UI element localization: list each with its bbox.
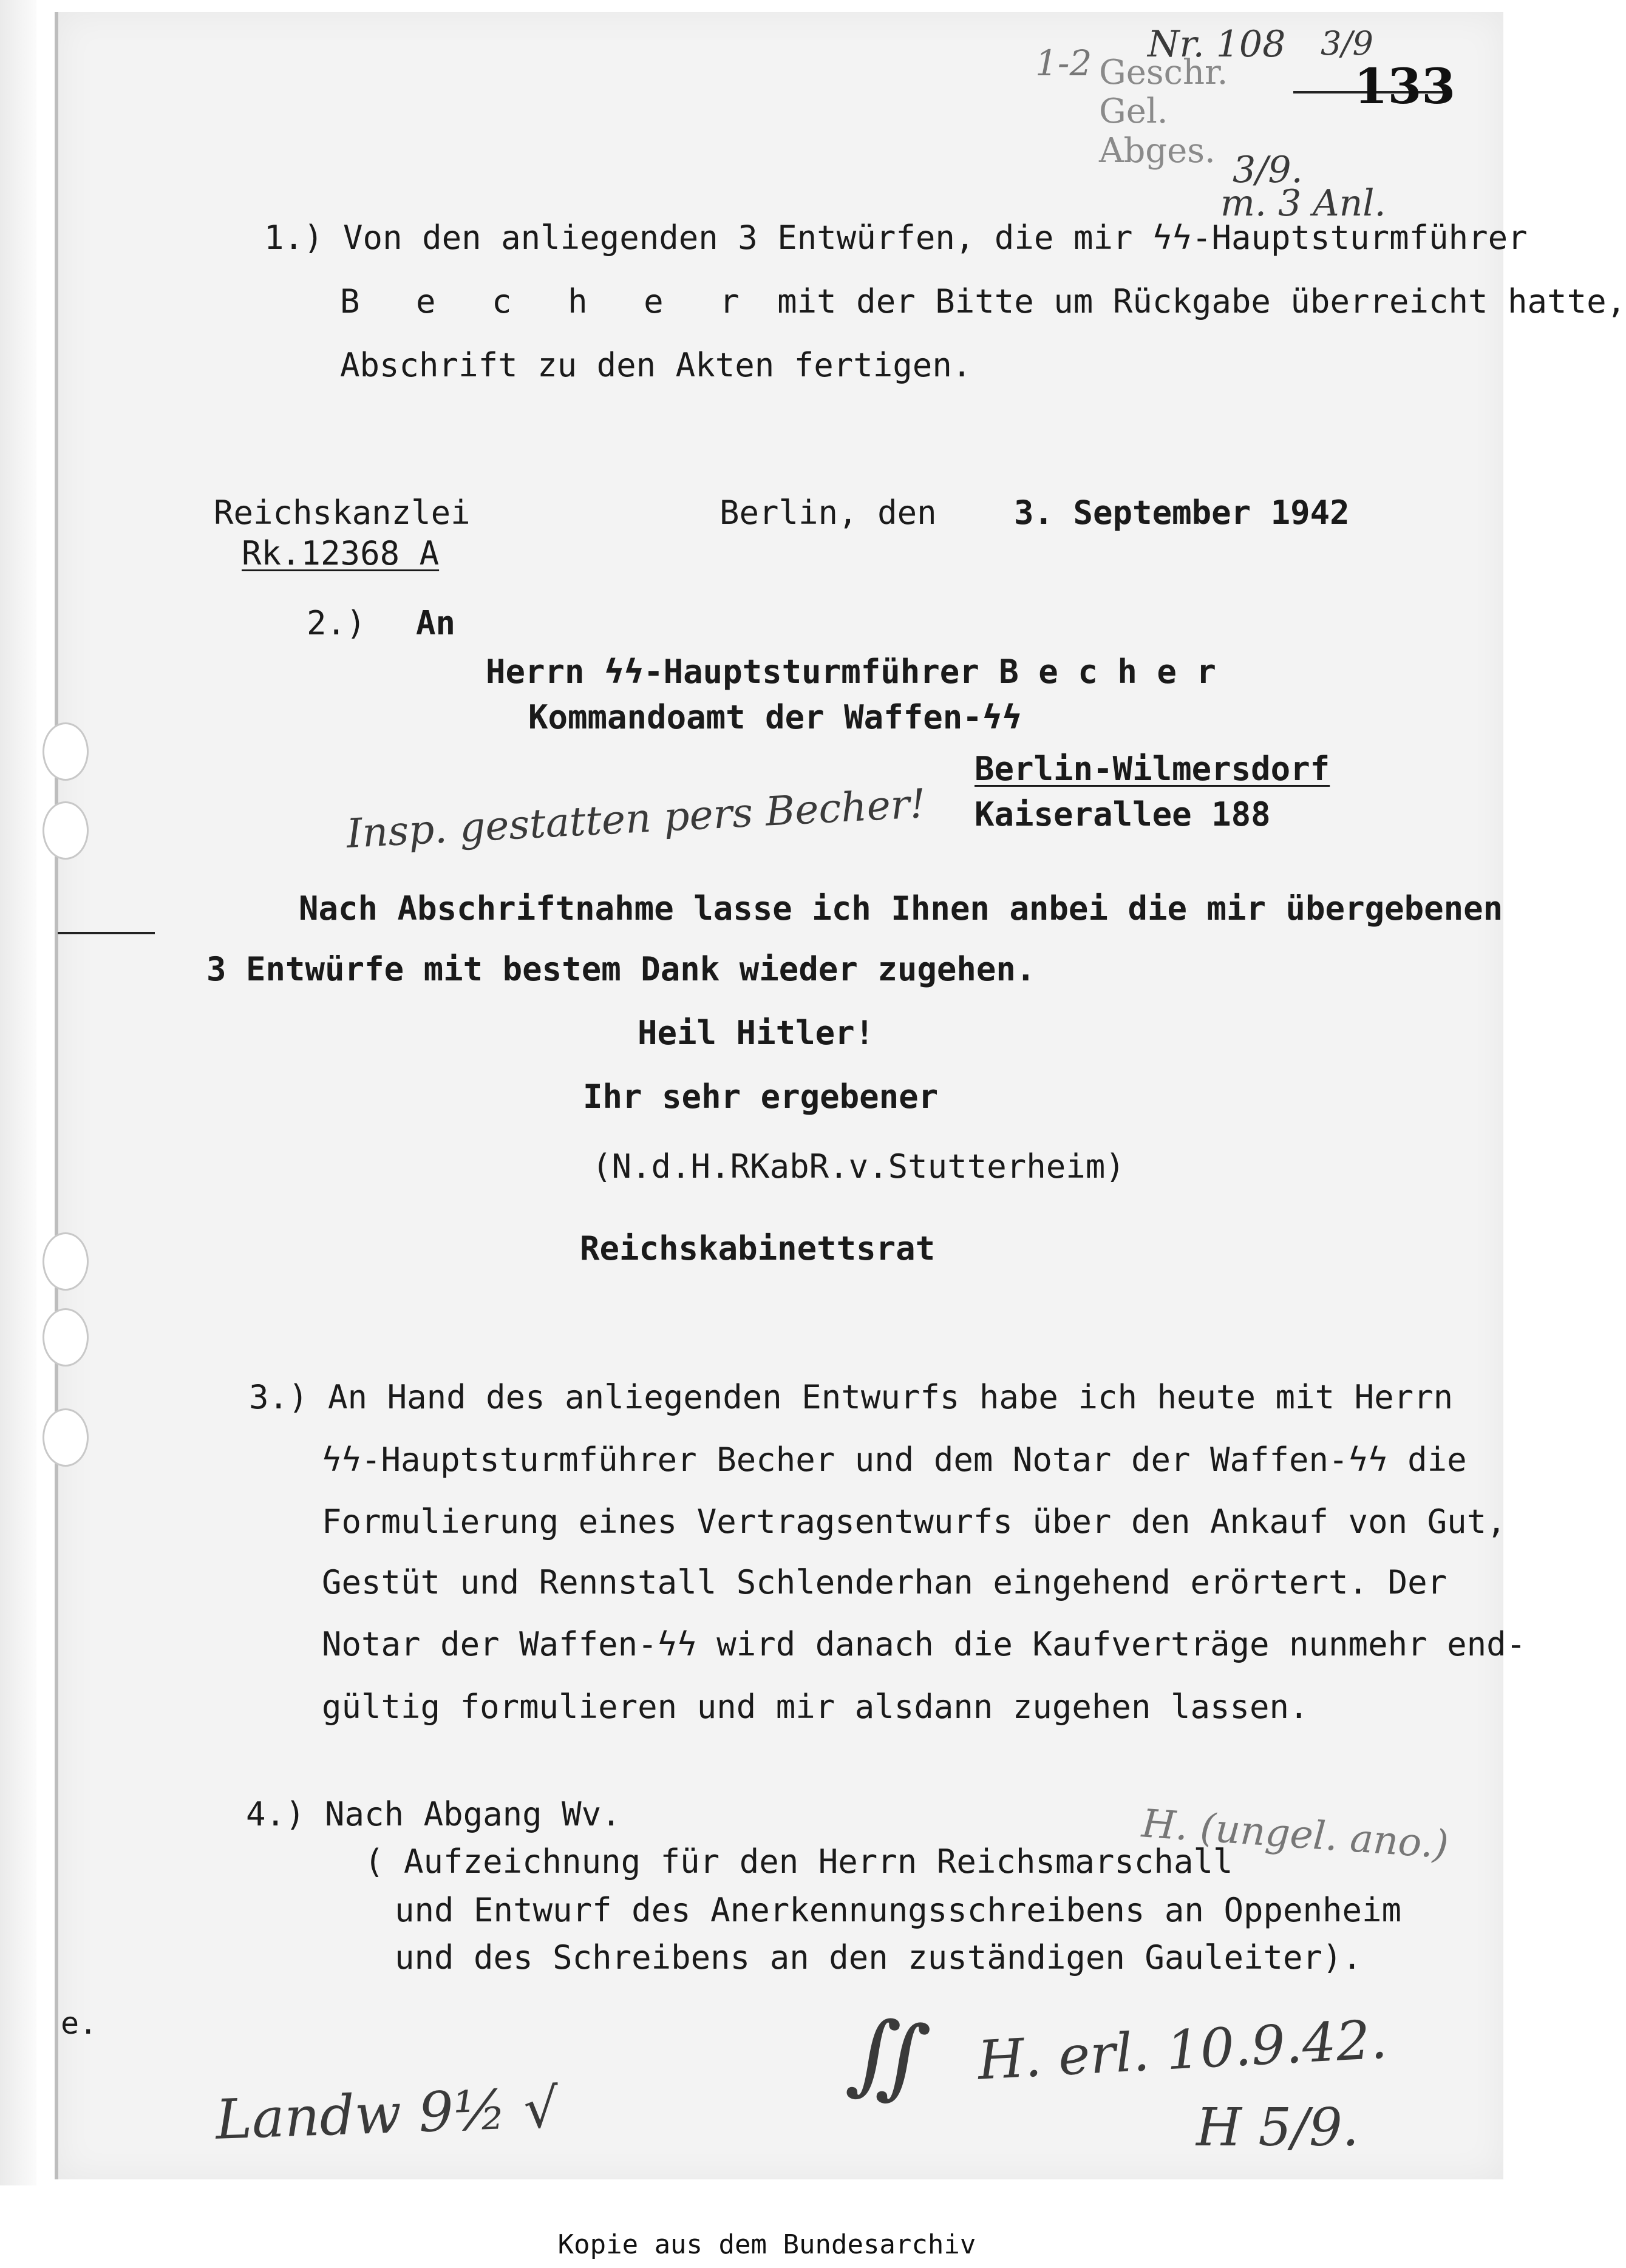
punch-hole [43, 801, 89, 860]
handwritten-anlagen: m. 3 Anl. [1220, 182, 1386, 225]
stamp-geschr: Geschr. [1099, 53, 1228, 92]
item3-line3: Formulierung eines Vertragsentwurfs über den Ankauf von Gut, [322, 1502, 1506, 1541]
handwritten-note-becher: Insp. gestatten pers Becher! [345, 780, 927, 857]
item4-line4: und des Schreibens an den zuständigen Gauleiter). [395, 1938, 1362, 1977]
item3-line2: ϟϟ-Hauptsturmführer Becher und dem Notar der Waffen-ϟϟ die [322, 1441, 1467, 1479]
item4-line3: und Entwurf des Anerkennungsschreibens an Oppenheim [395, 1891, 1402, 1929]
becher-name: B e c h e r [340, 282, 758, 321]
item3-line1: 3.) An Hand des anliegenden Entwurfs habe ich heute mit Herrn [249, 1378, 1454, 1416]
item2-an: An [416, 604, 456, 642]
item4-line2: ( Aufzeichnung für den Herrn Reichsmarschall [364, 1842, 1233, 1881]
handwritten-abges: 3/9. [1233, 149, 1303, 191]
item3-line6: gültig formulieren und mir alsdann zugehen lassen. [322, 1688, 1309, 1726]
address-line2: Kommandoamt der Waffen-ϟϟ [528, 698, 1022, 736]
punch-hole [43, 1232, 89, 1291]
handwritten-1-2: 1-2 [1035, 42, 1092, 84]
item1-line2 [340, 282, 1626, 321]
page-edge [0, 0, 36, 2185]
page-number: 133 [1354, 58, 1455, 115]
body-line1: Nach Abschriftnahme lasse ich Ihnen anbei die mir übergebenen [299, 889, 1503, 928]
item2-number: 2.) [307, 604, 366, 642]
archive-footer: Kopie aus dem Bundesarchiv [557, 2229, 976, 2260]
item3-line5: Notar der Waffen-ϟϟ wird danach die Kaufverträge nunmehr end- [322, 1625, 1526, 1663]
handwritten-initial: H 5/9. [1196, 2097, 1359, 2158]
paraph-mark: ∬ [843, 1998, 935, 2114]
signatory: (N.d.H.RKabR.v.Stutterheim) [592, 1147, 1125, 1186]
binding-line [58, 932, 155, 934]
signatory-title: Reichskabinettsrat [580, 1229, 936, 1268]
closing: Ihr sehr ergebener [583, 1078, 939, 1116]
item1-line3: Abschrift zu den Akten fertigen. [340, 346, 972, 384]
body-line2: 3 Entwürfe mit bestem Dank wieder zugehen. [206, 950, 1036, 988]
letter-date: 3. September 1942 [1014, 494, 1350, 532]
address-line4: Kaiserallee 188 [975, 795, 1271, 834]
punch-hole [43, 1308, 89, 1367]
stamp-abges: Abges. [1099, 131, 1216, 171]
margin-letter: e. [61, 2006, 98, 2041]
handwritten-erledigt: H. erl. 10.9.42. [976, 2008, 1389, 2092]
punch-hole [43, 1408, 89, 1467]
item1-line1: 1.) Von den anliegenden 3 Entwürfen, die mir ϟϟ-Hauptsturmführer [264, 219, 1528, 257]
place: Berlin, den [719, 494, 937, 532]
greeting: Heil Hitler! [638, 1014, 875, 1052]
handwritten-nr: Nr. 108 [1148, 23, 1286, 66]
stamp-gel: Gel. [1099, 92, 1168, 132]
punch-hole [43, 722, 89, 781]
handwritten-landw: Landw 9½ √ [214, 2076, 560, 2152]
handwritten-date: 3/9 [1321, 24, 1373, 63]
address-line3: Berlin-Wilmersdorf [975, 750, 1330, 788]
item1-line2-rest: mit der Bitte um Rückgabe überreicht hatte, [777, 282, 1626, 321]
handwritten-note-item4: H. (ungel. ano.) [1140, 1801, 1450, 1868]
office-name: Reichskanzlei [214, 494, 471, 532]
item3-line4: Gestüt und Rennstall Schlenderhan eingehend erörtert. Der [322, 1563, 1447, 1601]
reference-number: Rk.12368 A [242, 534, 440, 572]
registry-stamp [1099, 53, 1228, 171]
address-line1: Herrn ϟϟ-Hauptsturmführer B e c h e r [486, 653, 1216, 691]
item4-line1: 4.) Nach Abgang Wv. [246, 1795, 621, 1833]
